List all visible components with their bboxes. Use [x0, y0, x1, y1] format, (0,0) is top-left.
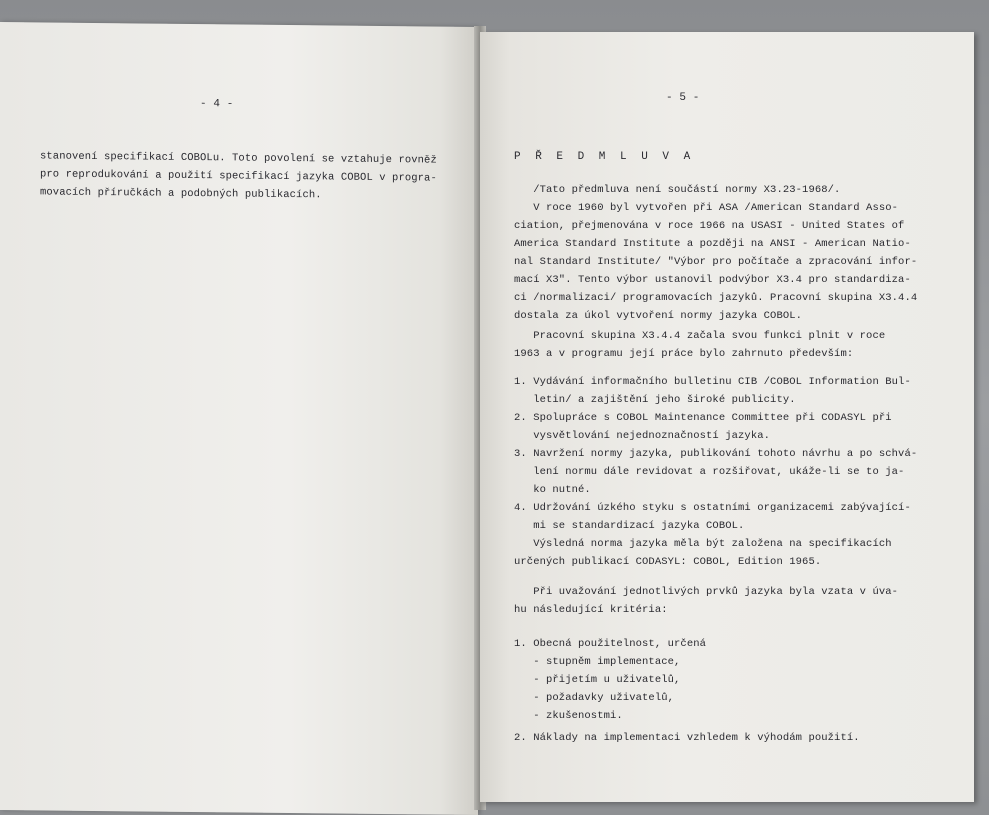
text-line: nal Standard Institute/ "Výbor pro počítače a zpracování infor- [514, 256, 918, 268]
left-page-number: - 4 - [200, 98, 234, 111]
text-line: určených publikací CODASYL: COBOL, Edition 1965. [514, 556, 822, 568]
text-line: Při uvažování jednotlivých prvků jazyka byla vzata v úva- [514, 586, 899, 598]
list-item: - stupněm implementace, [514, 656, 681, 668]
list-item: - zkušenostmi. [514, 710, 623, 722]
list-item: 3. Navržení normy jazyka, publikování tohoto návrhu a po schvá- [514, 448, 918, 460]
list-item: vysvětlování nejednoznačností jazyka. [514, 430, 771, 442]
list-item: ko nutné. [514, 484, 591, 496]
text-line: hu následující kritéria: [514, 604, 668, 616]
section-heading: P Ř E D M L U V A [514, 151, 695, 163]
text-line: mací X3". Tento výbor ustanovil podvýbor X3.4 pro standardiza- [514, 274, 911, 286]
text-line: America Standard Institute a později na ANSI - American Natio- [514, 238, 911, 250]
text-line: Výsledná norma jazyka měla být založena na specifikacích [514, 538, 892, 550]
right-page [480, 32, 974, 802]
list-item: 2. Náklady na implementaci vzhledem k výhodám použití. [514, 732, 860, 744]
list-item: 1. Obecná použitelnost, určená [514, 638, 707, 650]
text-line: Pracovní skupina X3.4.4 začala svou funkci plnit v roce [514, 330, 886, 342]
list-item: 1. Vydávání informačního bulletinu CIB /COBOL Information Bul- [514, 376, 911, 388]
list-item: - přijetím u uživatelů, [514, 674, 681, 686]
text-line: pro reprodukování a použití specifikací jazyka COBOL v progra- [40, 168, 437, 185]
text-line: dostala za úkol vytvoření normy jazyka COBOL. [514, 310, 803, 322]
text-line: movacích příručkách a podobných publikacích. [40, 186, 322, 202]
list-item: letin/ a zajištění jeho široké publicity. [514, 394, 796, 406]
list-item: - požadavky uživatelů, [514, 692, 675, 704]
list-item: 4. Udržování úzkého styku s ostatními organizacemi zabývající- [514, 502, 911, 514]
right-page-number: - 5 - [666, 92, 700, 104]
text-line: V roce 1960 byl vytvořen při ASA /American Standard Asso- [514, 202, 899, 214]
list-item: lení normu dále revidovat a rozšiřovat, ukáže-li se to ja- [514, 466, 905, 478]
left-page [0, 22, 478, 815]
list-item: mi se standardizací jazyka COBOL. [514, 520, 745, 532]
text-line: /Tato předmluva není součástí normy X3.23-1968/. [514, 184, 841, 196]
text-line: ciation, přejmenována v roce 1966 na USASI - United States of [514, 220, 905, 232]
list-item: 2. Spolupráce s COBOL Maintenance Committee při CODASYL při [514, 412, 892, 424]
text-line: stanovení specifikací COBOLu. Toto povolení se vztahuje rovněž [40, 150, 437, 167]
text-line: 1963 a v programu její práce bylo zahrnuto především: [514, 348, 854, 360]
text-line: ci /normalizaci/ programovacích jazyků. Pracovní skupina X3.4.4 [514, 292, 918, 304]
